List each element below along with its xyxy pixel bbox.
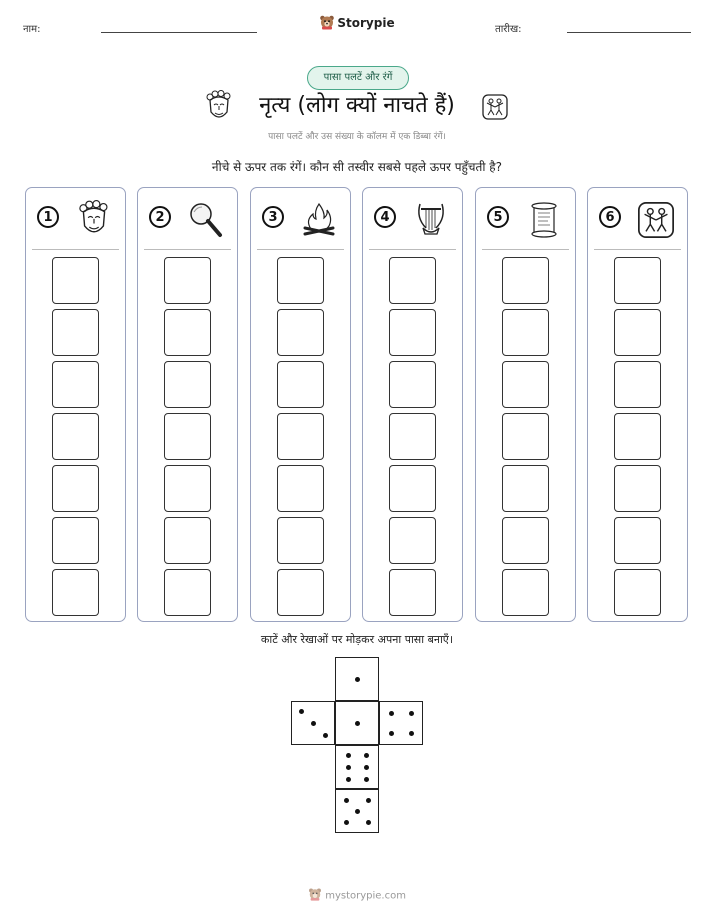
dancers-tile-icon bbox=[636, 200, 676, 240]
name-label: नाम: bbox=[23, 24, 41, 35]
column-divider bbox=[257, 249, 344, 250]
column-number: 3 bbox=[262, 206, 284, 228]
column-divider bbox=[369, 249, 456, 250]
dancers-tile-icon bbox=[481, 93, 509, 121]
column-number: 5 bbox=[487, 206, 509, 228]
dice-face bbox=[291, 701, 335, 745]
column-divider bbox=[594, 249, 681, 250]
color-box[interactable] bbox=[502, 309, 549, 356]
color-box[interactable] bbox=[164, 517, 211, 564]
color-box[interactable] bbox=[277, 569, 324, 616]
dice-pip bbox=[346, 765, 351, 770]
dice-pip bbox=[366, 820, 371, 825]
footer bbox=[0, 887, 714, 904]
color-box[interactable] bbox=[614, 517, 661, 564]
dice-pip bbox=[346, 753, 351, 758]
color-box[interactable] bbox=[277, 413, 324, 460]
dice-pip bbox=[409, 711, 414, 716]
color-box[interactable] bbox=[389, 309, 436, 356]
color-box[interactable] bbox=[389, 361, 436, 408]
color-box[interactable] bbox=[502, 361, 549, 408]
column-2 bbox=[137, 187, 238, 622]
bear-icon bbox=[319, 14, 335, 33]
activity-badge: पासा पलटें और रंगें bbox=[307, 66, 409, 90]
color-box[interactable] bbox=[614, 309, 661, 356]
mask-icon bbox=[74, 200, 114, 240]
dice-pip bbox=[323, 733, 328, 738]
page-title: नृत्य (लोग क्यों नाचते हैं) bbox=[259, 93, 455, 118]
column-5 bbox=[475, 187, 576, 622]
dice-face bbox=[335, 657, 379, 701]
dice-pip bbox=[366, 798, 371, 803]
dice-pip bbox=[389, 731, 394, 736]
color-box[interactable] bbox=[277, 517, 324, 564]
color-box[interactable] bbox=[52, 517, 99, 564]
dice-face bbox=[335, 789, 379, 833]
dice-pip bbox=[409, 731, 414, 736]
color-box[interactable] bbox=[614, 569, 661, 616]
color-box[interactable] bbox=[277, 465, 324, 512]
color-box[interactable] bbox=[389, 465, 436, 512]
magnifier-icon bbox=[186, 200, 226, 240]
color-box[interactable] bbox=[52, 257, 99, 304]
dice-pip bbox=[364, 753, 369, 758]
color-box[interactable] bbox=[52, 465, 99, 512]
column-4 bbox=[362, 187, 463, 622]
dice-pip bbox=[355, 677, 360, 682]
color-box[interactable] bbox=[164, 361, 211, 408]
color-box[interactable] bbox=[389, 517, 436, 564]
color-box[interactable] bbox=[614, 361, 661, 408]
cut-instruction: काटें और रेखाओं पर मोड़कर अपना पासा बनाएँ। bbox=[260, 633, 454, 646]
date-label: तारीख: bbox=[495, 24, 522, 35]
column-divider bbox=[144, 249, 231, 250]
color-box[interactable] bbox=[389, 257, 436, 304]
color-box[interactable] bbox=[502, 569, 549, 616]
color-box[interactable] bbox=[502, 517, 549, 564]
color-box[interactable] bbox=[164, 465, 211, 512]
color-box[interactable] bbox=[277, 309, 324, 356]
column-number: 2 bbox=[149, 206, 171, 228]
column-number: 4 bbox=[374, 206, 396, 228]
column-number: 1 bbox=[37, 206, 59, 228]
color-box[interactable] bbox=[389, 569, 436, 616]
dice-pip bbox=[355, 809, 360, 814]
color-box[interactable] bbox=[52, 569, 99, 616]
dice-pip bbox=[389, 711, 394, 716]
dice-pip bbox=[299, 709, 304, 714]
dice-face bbox=[379, 701, 423, 745]
color-box[interactable] bbox=[164, 309, 211, 356]
color-box[interactable] bbox=[52, 309, 99, 356]
dice-pip bbox=[344, 820, 349, 825]
brand-logo bbox=[0, 14, 714, 33]
dice-pip bbox=[311, 721, 316, 726]
color-box[interactable] bbox=[52, 413, 99, 460]
color-box[interactable] bbox=[614, 413, 661, 460]
color-box[interactable] bbox=[614, 465, 661, 512]
date-line bbox=[567, 32, 691, 33]
color-box[interactable] bbox=[502, 413, 549, 460]
color-box[interactable] bbox=[277, 257, 324, 304]
campfire-icon bbox=[299, 200, 339, 240]
bear-icon bbox=[308, 887, 322, 904]
dice-pip bbox=[355, 721, 360, 726]
color-box[interactable] bbox=[389, 413, 436, 460]
column-divider bbox=[32, 249, 119, 250]
color-box[interactable] bbox=[277, 361, 324, 408]
dice-face bbox=[335, 701, 379, 745]
instruction-text: नीचे से ऊपर तक रंगें। कौन सी तस्वीर सबसे पहले ऊपर पहुँचती है? bbox=[211, 160, 503, 174]
page-subtitle: पासा पलटें और उस संख्या के कॉलम में एक डिब्बा रंगें। bbox=[268, 132, 446, 142]
dice-pip bbox=[346, 777, 351, 782]
column-divider bbox=[482, 249, 569, 250]
dice-pip bbox=[364, 777, 369, 782]
color-box[interactable] bbox=[164, 413, 211, 460]
dice-pip bbox=[344, 798, 349, 803]
column-3 bbox=[250, 187, 351, 622]
color-box[interactable] bbox=[502, 257, 549, 304]
color-box[interactable] bbox=[164, 257, 211, 304]
column-number: 6 bbox=[599, 206, 621, 228]
brand-name: Storypie bbox=[337, 16, 395, 30]
color-box[interactable] bbox=[52, 361, 99, 408]
color-box[interactable] bbox=[164, 569, 211, 616]
dice-face bbox=[335, 745, 379, 789]
lyre-icon bbox=[411, 200, 451, 240]
column-1 bbox=[25, 187, 126, 622]
column-6 bbox=[587, 187, 688, 622]
footer-url: mystorypie.com bbox=[325, 890, 406, 902]
color-box[interactable] bbox=[614, 257, 661, 304]
dice-pip bbox=[364, 765, 369, 770]
color-box[interactable] bbox=[502, 465, 549, 512]
scroll-icon bbox=[524, 200, 564, 240]
